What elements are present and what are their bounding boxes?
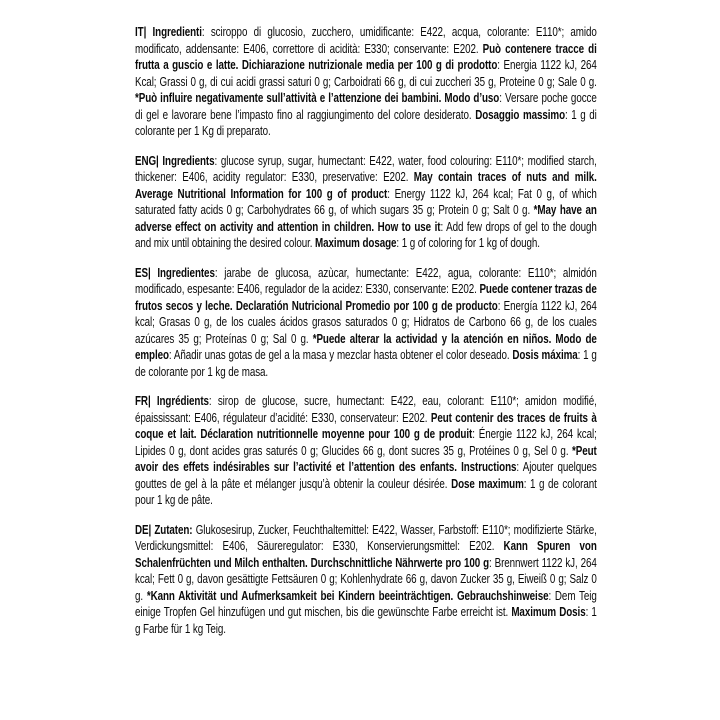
section-it-segment-bold: Può contenere tracce di frutta a guscio e latte. Dichiarazione nutrizionale media per 100 g di prodotto xyxy=(135,41,597,72)
section-eng-segment: : Add few drops of gel to the dough and mix until obtaining the desired colour. xyxy=(135,219,597,250)
section-fr-segment: : Ajouter quelques gouttes de gel à la pâte et mélanger jusqu’à obtenir la couleur désirée. xyxy=(135,460,597,491)
section-eng-segment: : 1 g of coloring for 1 kg of dough. xyxy=(396,236,540,250)
section-fr-segment-bold: Peut contenir des traces de fruits à coque et lait. Déclaration nutritionnelle moyenne pour 100 g de produit xyxy=(135,410,597,441)
section-de-segment-bold: Maximum Dosis xyxy=(511,605,586,619)
section-it-segment: : 1 g di colorante per 1 Kg di preparato. xyxy=(135,107,597,138)
section-es-segment-bold: *Puede alterar la actividad y la atención en niños. Modo de empleo xyxy=(135,331,597,362)
section-it-segment: : sciroppo di glucosio, zucchero, umidificante: E422, acqua, colorante: E110*; amido modificato, addensante: E406, correttore di acidità: E330; conservante: E202. xyxy=(135,25,597,56)
ingredients-section-es xyxy=(135,265,597,381)
section-it-segment: : Energia 1122 kJ, 264 Kcal; Grassi 0 g, di cui acidi grassi saturi 0 g; Carboidrati 66 g, di cui zuccheri 35 g, Proteine 0 g; Sale 0 g. xyxy=(135,58,597,89)
section-eng-segment-bold: *May have an adverse effect on activity and attention in children. How to use it xyxy=(135,203,597,234)
section-es-segment-bold: ES| Ingredientes xyxy=(135,265,215,280)
section-es-segment: : Añadir unas gotas de gel a la masa y mezclar hasta obtener el color deseado. xyxy=(168,348,513,362)
section-de-segment: : Brennwert 1122 kJ, 264 kcal; Fett 0 g, davon gesättigte Fettsäuren 0 g; Kohlenhydrate 66 g, davon Zucker 35 g, Eiweiß 0 g; Salz 0 g. xyxy=(135,555,597,603)
ingredients-section-it xyxy=(135,24,597,140)
section-it-segment: : Versare poche gocce di gel e lavorare bene l’impasto fino al raggiungimento del colore desiderato. xyxy=(135,91,597,122)
section-fr-segment-bold: Dose maximum xyxy=(451,476,524,491)
section-de-segment-bold: Kann Spuren von Schalenfrüchten und Milch enthalten. Durchschnittliche Nährwerte pro 100 g xyxy=(135,539,597,570)
section-de-segment: : Dem Teig einige Tropfen Gel hinzufügen und gut mischen, bis die gewünschte Farbe erreicht ist. xyxy=(135,588,597,619)
section-eng-segment-bold: ENG| Ingredients xyxy=(135,153,215,168)
section-it-segment-bold: *Può influire negativamente sull’attività e l’attenzione dei bambini. Modo d’uso xyxy=(135,91,500,105)
section-fr-segment: : 1 g de colorant pour 1 kg de pâte. xyxy=(135,476,597,507)
section-fr-segment: : sirop de glucose, sucre, humectant: E422, eau, colorant: E110*; amidon modifié, épaississant: E406, régulateur d’acidité: E330, conservateur: E202. xyxy=(135,394,597,425)
section-it-segment-bold: Dosaggio massimo xyxy=(475,107,565,122)
section-eng-segment: : glucose syrup, sugar, humectant: E422, water, food colouring: E110*; modified starch, thickener: E406, acidity regulator: E330, preservative: E202. xyxy=(135,153,597,184)
section-eng-segment-bold: Maximum dosage xyxy=(315,236,397,250)
section-es-segment: : Energía 1122 kJ, 264 kcal; Grasas 0 g, de los cuales ácidos grasos saturados 0 g; Hidratos de Carbono 66 g, de los cuales azúcares 35 g; Proteínas 0 g; Sal 0 g. xyxy=(135,298,597,346)
section-de-segment-bold: DE| Zutaten: xyxy=(135,522,193,537)
section-de-segment: Glukosesirup, Zucker, Feuchthaltemittel: E422, Wasser, Farbstoff: E110*; modifizierte Stärke, Verdickungsmittel: E406, Säureregulator: E330, Konservierungsmittel: E202. xyxy=(135,522,597,553)
section-fr-segment: : Énergie 1122 kJ, 264 kcal; Lipides 0 g, dont acides gras saturés 0 g; Glucides 66 g, dont sucres 35 g, Protéines 0 g, Sel 0 g. xyxy=(135,427,597,458)
ingredients-section-eng xyxy=(135,153,597,252)
section-de-segment-bold: *Kann Aktivität und Aufmerksamkeit bei Kindern beeinträchtigen. Gebrauchshinweise xyxy=(146,588,549,603)
ingredients-section-fr xyxy=(135,393,597,509)
section-de-segment: : 1 g Farbe für 1 kg Teig. xyxy=(135,605,597,636)
section-es-segment-bold: Dosis máxima xyxy=(512,348,578,362)
section-fr-segment-bold: *Peut avoir des effets indésirables sur l’activité et l’attention des enfants. Instructions xyxy=(135,443,597,474)
section-it-segment-bold: IT| Ingredienti xyxy=(135,25,202,39)
label-text-block xyxy=(135,24,597,637)
section-eng-segment: : Energy 1122 kJ, 264 kcal; Fat 0 g, of which saturated fatty acids 0 g; Carbohydrates 66 g, of which sugars 35 g; Protein 0 g; Salt 0 g. xyxy=(135,186,597,217)
section-es-segment: : 1 g de colorante por 1 kg de masa. xyxy=(135,348,597,379)
section-es-segment: : jarabe de glucosa, azùcar, humectante: E422, agua, colorante: E110*; almidón modificado, espesante: E406, regulador de la acidez: E330, conservante: E202. xyxy=(135,265,597,296)
section-es-segment-bold: Puede contener trazas de frutos secos y leche. Declaratión Nutricional Promedio por 100 g de producto xyxy=(135,282,597,313)
section-eng-segment-bold: May contain traces of nuts and milk. Average Nutritional Information for 100 g of product xyxy=(135,170,597,201)
section-fr-segment-bold: FR| Ingrédients xyxy=(135,394,209,408)
ingredients-section-de xyxy=(135,522,597,638)
